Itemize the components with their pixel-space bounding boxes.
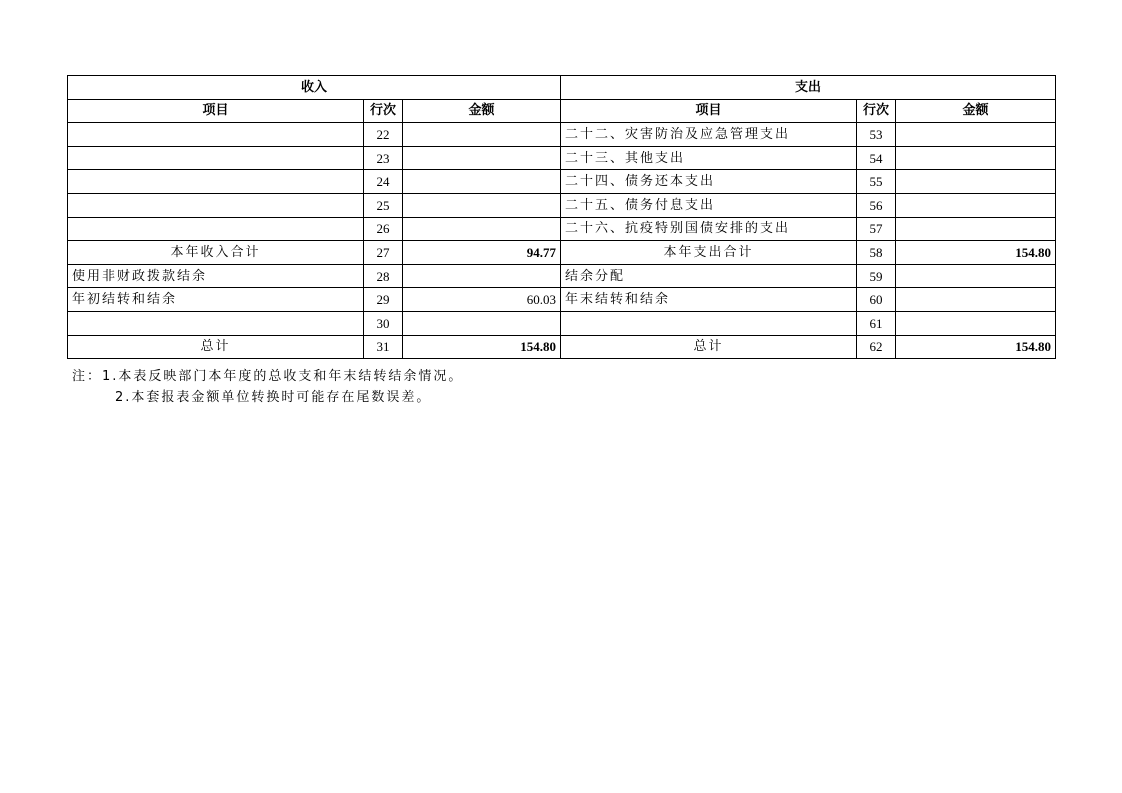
expense-amount: [896, 170, 1056, 194]
table-notes: [72, 366, 463, 408]
expense-amount: [896, 288, 1056, 312]
income-line-no: 23: [364, 146, 403, 170]
income-line-no: 30: [364, 311, 403, 335]
table-row: [68, 170, 1056, 194]
income-line-no: 31: [364, 335, 403, 359]
expense-amount: [896, 146, 1056, 170]
expense-subtotal-amount: 154.80: [896, 241, 1056, 265]
expense-line-no: 56: [857, 193, 896, 217]
expense-item: 二十四、债务还本支出: [561, 170, 857, 194]
income-line-no: 27: [364, 241, 403, 265]
expense-item: 二十五、债务付息支出: [561, 193, 857, 217]
expense-line-no: 61: [857, 311, 896, 335]
expense-amount-header: 金额: [896, 99, 1056, 123]
expense-item: 二十六、抗疫特别国债安排的支出: [561, 217, 857, 241]
table-row: [68, 217, 1056, 241]
expense-item: 年末结转和结余: [561, 288, 857, 312]
income-total-label: 总计: [68, 335, 364, 359]
income-line-no: 25: [364, 193, 403, 217]
table-row: [68, 193, 1056, 217]
report-sheet: [67, 75, 1055, 359]
expense-item: 二十二、灾害防治及应急管理支出: [561, 123, 857, 147]
table-row: [68, 123, 1056, 147]
table-row: [68, 288, 1056, 312]
expense-line-no: 58: [857, 241, 896, 265]
income-line-no: 28: [364, 264, 403, 288]
expense-total-amount: 154.80: [896, 335, 1056, 359]
expense-amount: [896, 311, 1056, 335]
section-header-row: [68, 76, 1056, 100]
expense-amount: [896, 123, 1056, 147]
income-total-amount: 154.80: [403, 335, 561, 359]
income-item-header: 项目: [68, 99, 364, 123]
income-item: 使用非财政拨款结余: [68, 264, 364, 288]
income-item: [68, 193, 364, 217]
expense-subtotal-label: 本年支出合计: [561, 241, 857, 265]
total-row: [68, 335, 1056, 359]
income-amount: 60.03: [403, 288, 561, 312]
expense-amount: [896, 264, 1056, 288]
income-line-no: 29: [364, 288, 403, 312]
income-amount-header: 金额: [403, 99, 561, 123]
income-amount: [403, 146, 561, 170]
income-item: [68, 170, 364, 194]
income-line-header: 行次: [364, 99, 403, 123]
expense-section-header: 支出: [561, 76, 1056, 100]
expense-line-no: 60: [857, 288, 896, 312]
income-amount: [403, 193, 561, 217]
income-expense-table: [67, 75, 1056, 359]
expense-line-no: 59: [857, 264, 896, 288]
income-amount: [403, 123, 561, 147]
table-row: [68, 146, 1056, 170]
subtotal-row: [68, 241, 1056, 265]
expense-item: [561, 311, 857, 335]
income-item: [68, 217, 364, 241]
expense-item: 结余分配: [561, 264, 857, 288]
note-line-2: 2.本套报表金额单位转换时可能存在尾数误差。: [115, 390, 432, 405]
expense-amount: [896, 217, 1056, 241]
expense-line-no: 54: [857, 146, 896, 170]
income-section-header: 收入: [68, 76, 561, 100]
income-amount: [403, 264, 561, 288]
table-row: [68, 311, 1056, 335]
income-amount: [403, 311, 561, 335]
expense-item: 二十三、其他支出: [561, 146, 857, 170]
expense-line-no: 62: [857, 335, 896, 359]
table-row: [68, 264, 1056, 288]
note-line-1: 注：1.本表反映部门本年度的总收支和年末结转结余情况。: [72, 369, 464, 384]
income-subtotal-label: 本年收入合计: [68, 241, 364, 265]
income-item: [68, 311, 364, 335]
expense-item-header: 项目: [561, 99, 857, 123]
income-item: [68, 123, 364, 147]
expense-total-label: 总计: [561, 335, 857, 359]
income-subtotal-amount: 94.77: [403, 241, 561, 265]
expense-line-no: 53: [857, 123, 896, 147]
income-amount: [403, 170, 561, 194]
expense-line-no: 57: [857, 217, 896, 241]
expense-line-header: 行次: [857, 99, 896, 123]
expense-line-no: 55: [857, 170, 896, 194]
income-item: [68, 146, 364, 170]
column-header-row: [68, 99, 1056, 123]
income-line-no: 24: [364, 170, 403, 194]
expense-amount: [896, 193, 1056, 217]
income-line-no: 22: [364, 123, 403, 147]
income-line-no: 26: [364, 217, 403, 241]
income-item: 年初结转和结余: [68, 288, 364, 312]
income-amount: [403, 217, 561, 241]
